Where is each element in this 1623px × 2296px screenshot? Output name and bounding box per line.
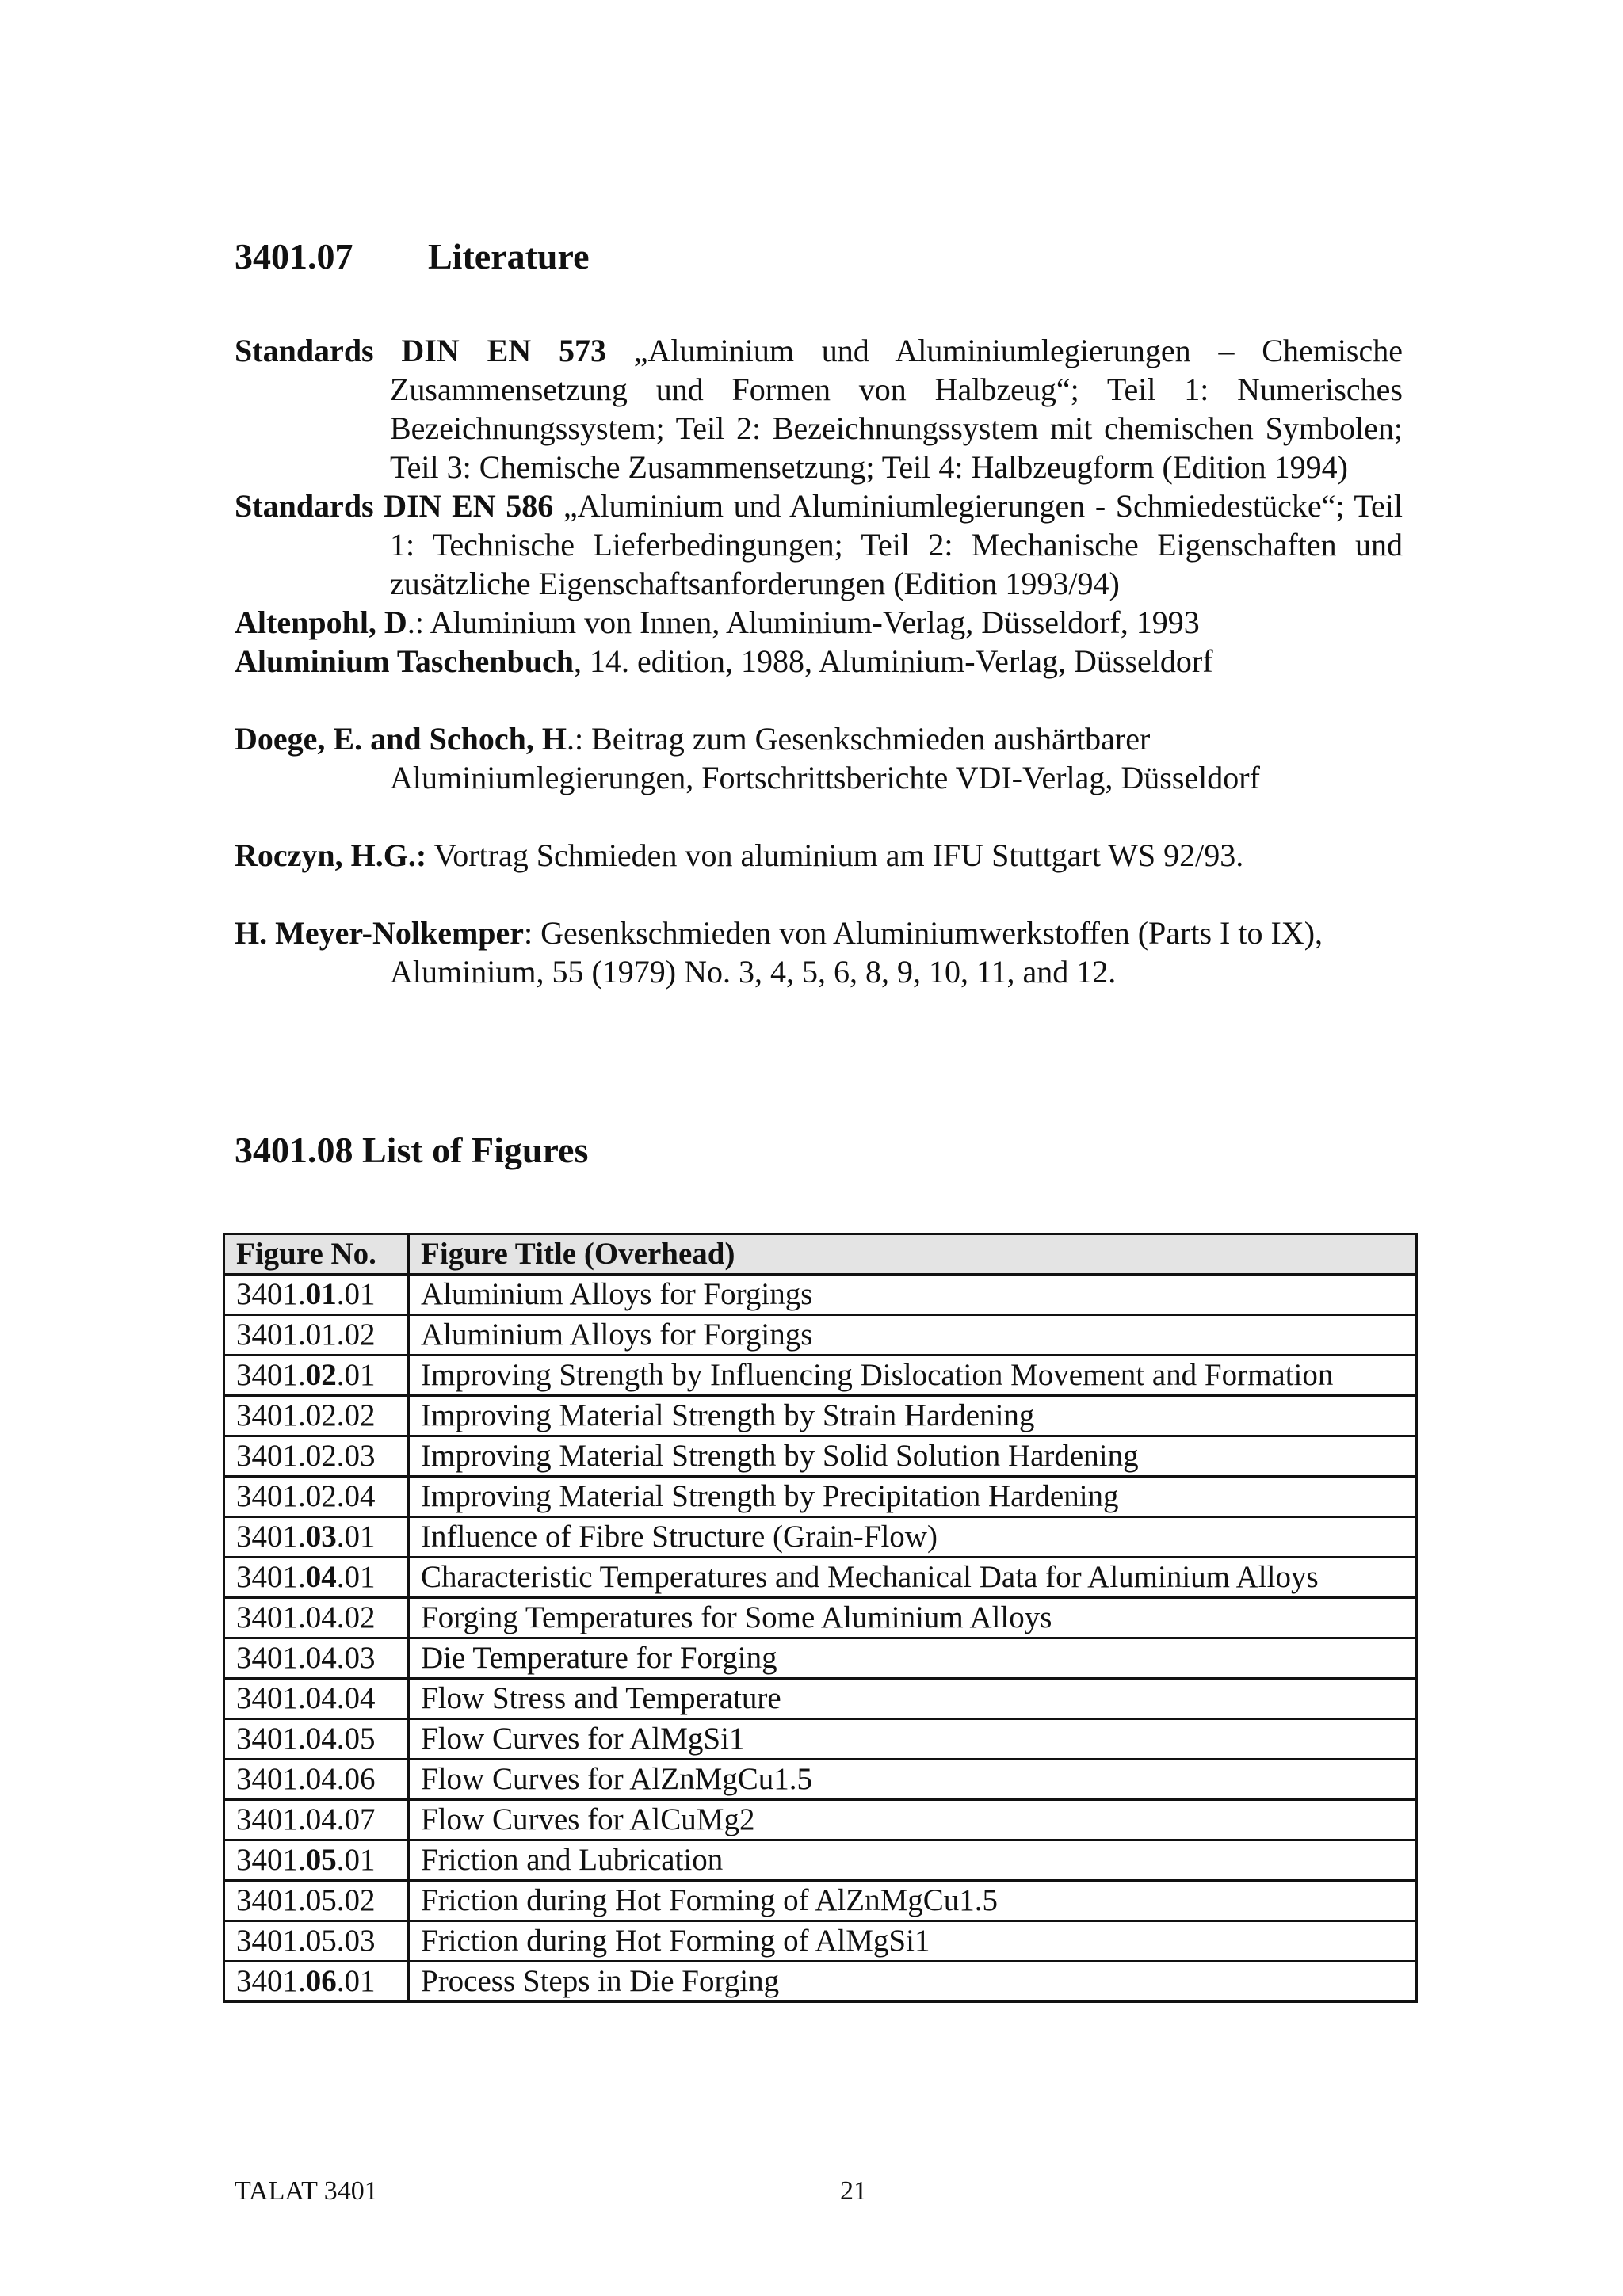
- figure-number-part: 04.02: [305, 1600, 376, 1634]
- figure-number-cell: [224, 1679, 409, 1719]
- figure-number-part: 04.04: [305, 1681, 376, 1715]
- figure-title-cell: Improving Material Strength by Precipitation Hardening: [409, 1477, 1417, 1517]
- figures-table: [223, 1233, 1418, 2003]
- reference-text: .: Aluminium von Innen, Aluminium-Verlag, Düsseldorf, 1993: [407, 605, 1200, 640]
- table-row: [224, 1315, 1417, 1356]
- figure-number-cell: [224, 1558, 409, 1598]
- figure-number-cell: [224, 1760, 409, 1800]
- figure-number-cell: [224, 1881, 409, 1921]
- figure-number-cell: [224, 1962, 409, 2002]
- figure-title-cell: Aluminium Alloys for Forgings: [409, 1315, 1417, 1356]
- reference-author: H. Meyer-Nolkemper: [235, 915, 525, 951]
- figure-title-cell: Flow Curves for AlZnMgCu1.5: [409, 1760, 1417, 1800]
- figure-number-part: 3401.: [236, 1398, 306, 1432]
- figure-number-part: 02.02: [305, 1398, 376, 1432]
- figure-number-part: 05: [305, 1843, 337, 1877]
- figure-number-part: .01: [336, 1560, 376, 1594]
- figure-number-part: 3401.: [236, 1722, 306, 1756]
- figure-number-cell: [224, 1921, 409, 1962]
- figure-number-cell: [224, 1396, 409, 1436]
- figure-number-part: 3401.: [236, 1277, 306, 1311]
- figure-number-part: 04.05: [305, 1722, 376, 1756]
- figure-number-part: 04.07: [305, 1802, 376, 1836]
- reference-taschenbuch: [235, 642, 1403, 681]
- figure-number-part: 3401.: [236, 1883, 306, 1917]
- reference-text: Vortrag Schmieden von aluminium am IFU Stuttgart WS 92/93.: [426, 837, 1244, 873]
- reference-list: [235, 331, 1403, 991]
- figure-number-part: 3401.: [236, 1439, 306, 1473]
- reference-din-en-573: [235, 331, 1403, 486]
- figure-number-part: .01: [336, 1964, 376, 1998]
- figure-number-part: 3401.: [236, 1762, 306, 1796]
- figure-number-cell: [224, 1315, 409, 1356]
- figure-title-cell: Friction and Lubrication: [409, 1840, 1417, 1881]
- table-row: [224, 1679, 1417, 1719]
- figure-number-part: .01: [336, 1520, 376, 1554]
- reference-author: Roczyn, H.G.:: [235, 837, 427, 873]
- table-row: [224, 1921, 1417, 1962]
- figure-number-cell: [224, 1436, 409, 1477]
- figure-title-cell: Flow Curves for AlMgSi1: [409, 1719, 1417, 1760]
- figure-title-cell: Improving Material Strength by Solid Solution Hardening: [409, 1436, 1417, 1477]
- figure-number-cell: [224, 1517, 409, 1558]
- figure-number-part: 3401.: [236, 1964, 306, 1998]
- figure-number-cell: [224, 1275, 409, 1315]
- footer-page-number: 21: [840, 2176, 867, 2206]
- figure-number-part: 3401.: [236, 1520, 306, 1554]
- figure-number-part: 3401.: [236, 1600, 306, 1634]
- figure-number-part: 3401.: [236, 1802, 306, 1836]
- figures-heading: 3401.08 List of Figures: [235, 1130, 589, 1170]
- figure-title-cell: Forging Temperatures for Some Aluminium Alloys: [409, 1598, 1417, 1638]
- literature-section-title: Literature: [428, 236, 590, 277]
- figures-table-body: [224, 1275, 1417, 2002]
- table-row: [224, 1840, 1417, 1881]
- figure-number-cell: [224, 1598, 409, 1638]
- footer-document-id: TALAT 3401: [235, 2176, 378, 2206]
- figure-number-cell: [224, 1719, 409, 1760]
- figure-number-part: 05.03: [305, 1924, 376, 1958]
- reference-din-en-586: [235, 486, 1403, 603]
- figure-number-part: 3401.: [236, 1560, 306, 1594]
- figure-number-part: 3401.: [236, 1681, 306, 1715]
- table-row: [224, 1598, 1417, 1638]
- figure-number-cell: [224, 1477, 409, 1517]
- figure-number-part: 06: [305, 1964, 337, 1998]
- literature-heading: [235, 235, 590, 279]
- figure-number-part: 3401.: [236, 1318, 306, 1352]
- column-header-figure-title: Figure Title (Overhead): [409, 1234, 1417, 1275]
- figure-number-part: .01: [336, 1358, 376, 1392]
- reference-author: Standards DIN EN 586: [235, 488, 554, 524]
- figure-number-part: 02: [305, 1358, 337, 1392]
- figure-number-part: .01: [336, 1277, 376, 1311]
- reference-text: „Aluminium und Aluminiumlegierungen - Schmiedestücke“; Teil 1: Technische Lieferbedingungen; Teil 2: Mechanische Eigenschaften und zusätzliche Eigenschaftsanforderungen (Edition 1993/94): [390, 488, 1403, 601]
- figure-number-part: 02.04: [305, 1479, 376, 1513]
- figure-title-cell: Friction during Hot Forming of AlZnMgCu1.5: [409, 1881, 1417, 1921]
- figure-title-cell: Flow Curves for AlCuMg2: [409, 1800, 1417, 1840]
- literature-section-number: 3401.07: [235, 236, 353, 277]
- figure-title-cell: Characteristic Temperatures and Mechanical Data for Aluminium Alloys: [409, 1558, 1417, 1598]
- figure-number-part: 02.03: [305, 1439, 376, 1473]
- figure-title-cell: Die Temperature for Forging: [409, 1638, 1417, 1679]
- figure-number-part: 01: [305, 1277, 337, 1311]
- reference-text: : Gesenkschmieden von Aluminiumwerkstoffen (Parts I to IX), Aluminium, 55 (1979) No. 3, 4, 5, 6, 8, 9, 10, 11, and 12.: [390, 915, 1323, 990]
- figure-number-part: 04: [305, 1560, 337, 1594]
- figure-title-cell: Improving Strength by Influencing Dislocation Movement and Formation: [409, 1356, 1417, 1396]
- table-row: [224, 1396, 1417, 1436]
- figure-number-part: 3401.: [236, 1479, 306, 1513]
- figure-number-part: 01.02: [305, 1318, 376, 1352]
- figure-number-cell: [224, 1800, 409, 1840]
- reference-meyer-nolkemper: [235, 913, 1403, 991]
- table-row: [224, 1477, 1417, 1517]
- table-row: [224, 1558, 1417, 1598]
- reference-altenpohl: [235, 603, 1403, 642]
- figure-number-part: 04.03: [305, 1641, 376, 1675]
- figures-table-header-row: [224, 1234, 1417, 1275]
- table-row: [224, 1719, 1417, 1760]
- figure-number-part: 03: [305, 1520, 337, 1554]
- figure-number-cell: [224, 1840, 409, 1881]
- table-row: [224, 1962, 1417, 2002]
- table-row: [224, 1275, 1417, 1315]
- figure-title-cell: Flow Stress and Temperature: [409, 1679, 1417, 1719]
- figure-number-part: 3401.: [236, 1843, 306, 1877]
- table-row: [224, 1800, 1417, 1840]
- column-header-figure-no: Figure No.: [224, 1234, 409, 1275]
- reference-author: Altenpohl, D: [235, 605, 407, 640]
- figure-number-part: 3401.: [236, 1924, 306, 1958]
- reference-text: , 14. edition, 1988, Aluminium-Verlag, Düsseldorf: [573, 643, 1213, 679]
- reference-doege-schoch: [235, 719, 1403, 797]
- figure-title-cell: Friction during Hot Forming of AlMgSi1: [409, 1921, 1417, 1962]
- figure-title-cell: Influence of Fibre Structure (Grain-Flow): [409, 1517, 1417, 1558]
- reference-text: „Aluminium und Aluminiumlegierungen – Chemische Zusammensetzung und Formen von Halbzeug“; Teil 1: Numerisches Bezeichnungssystem; Teil 2: Bezeichnungssystem mit chemischen Symbolen; Teil 3: Chemische Zusammensetzung; Teil 4: Halbzeugform (Edition 1994): [390, 333, 1403, 485]
- figure-title-cell: Improving Material Strength by Strain Hardening: [409, 1396, 1417, 1436]
- reference-roczyn: [235, 836, 1403, 875]
- reference-author: Standards DIN EN 573: [235, 333, 606, 368]
- table-row: [224, 1356, 1417, 1396]
- table-row: [224, 1436, 1417, 1477]
- figure-number-cell: [224, 1356, 409, 1396]
- figure-number-part: 05.02: [305, 1883, 376, 1917]
- figure-number-part: 3401.: [236, 1641, 306, 1675]
- figure-number-part: 3401.: [236, 1358, 306, 1392]
- figure-title-cell: Process Steps in Die Forging: [409, 1962, 1417, 2002]
- table-row: [224, 1760, 1417, 1800]
- table-row: [224, 1881, 1417, 1921]
- table-row: [224, 1638, 1417, 1679]
- table-row: [224, 1517, 1417, 1558]
- figure-title-cell: Aluminium Alloys for Forgings: [409, 1275, 1417, 1315]
- reference-text: .: Beitrag zum Gesenkschmieden aushärtbarer Aluminiumlegierungen, Fortschrittsberichte VDI-Verlag, Düsseldorf: [390, 721, 1260, 795]
- figure-number-part: 04.06: [305, 1762, 376, 1796]
- figure-number-cell: [224, 1638, 409, 1679]
- figure-number-part: .01: [336, 1843, 376, 1877]
- reference-author: Doege, E. and Schoch, H: [235, 721, 567, 757]
- reference-author: Aluminium Taschenbuch: [235, 643, 574, 679]
